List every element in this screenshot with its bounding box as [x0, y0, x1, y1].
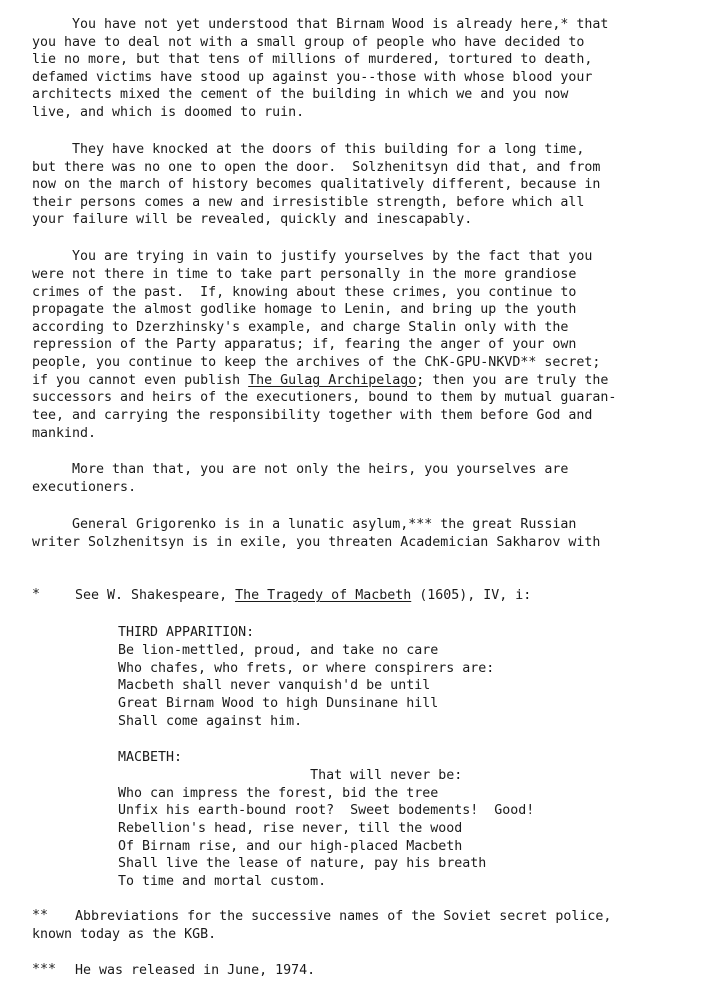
footnote-text: Abbreviations for the successive names of the Soviet secret police,	[75, 909, 612, 924]
text-line: writer Solzhenitsyn is in exile, you threaten Academician Sakharov with	[32, 535, 601, 550]
footnote-mark: *	[32, 587, 41, 602]
speaker-label: THIRD APPARITION:	[118, 625, 255, 640]
text-line: executioners.	[32, 480, 137, 495]
text-line	[32, 372, 608, 389]
text-line: General Grigorenko is in a lunatic asylum,*** the great Russian	[32, 517, 577, 532]
footnote-text: He was released in June, 1974.	[75, 963, 316, 978]
verse-line: Rebellion's head, rise never, till the wood	[118, 821, 463, 836]
footnote-mark: **	[32, 908, 49, 923]
verse-line: That will never be:	[118, 768, 463, 783]
text-line: propagate the almost godlike homage to Lenin, and bring up the youth	[32, 302, 577, 317]
verse-line: Shall come against him.	[118, 714, 303, 729]
text-line: More than that, you are not only the heirs, you yourselves are	[32, 462, 569, 477]
text-line: You are trying in vain to justify yourselves by the fact that you	[32, 249, 593, 264]
text-span: See W. Shakespeare,	[75, 588, 236, 603]
verse-line: Shall live the lease of nature, pay his breath	[118, 856, 487, 871]
speaker-label: MACBETH:	[118, 750, 183, 765]
text-line: were not there in time to take part personally in the more grandiose	[32, 267, 577, 282]
text-line: live, and which is doomed to ruin.	[32, 105, 305, 120]
verse-line: Unfix his earth-bound root? Sweet bodements! Good!	[118, 803, 535, 818]
verse-line: Who chafes, who frets, or where conspirers are:	[118, 661, 495, 676]
verse-line: Be lion-mettled, proud, and take no care	[118, 643, 439, 658]
text-line: tee, and carrying the responsibility together with them before God and	[32, 408, 593, 423]
text-line: They have knocked at the doors of this building for a long time,	[32, 142, 585, 157]
text-line: mankind.	[32, 426, 97, 441]
book-title: The Gulag Archipelago	[248, 373, 417, 388]
text-line: architects mixed the cement of the building in which we and you now	[32, 87, 569, 102]
text-line: lie no more, but that tens of millions of murdered, tortured to death,	[32, 52, 593, 67]
text-span: if you cannot even publish	[32, 373, 249, 388]
verse-line: Of Birnam rise, and our high-placed Macbeth	[118, 839, 463, 854]
text-line: you have to deal not with a small group of people who have decided to	[32, 35, 585, 50]
text-span: ; then you are truly the	[416, 373, 609, 388]
text-line: their persons comes a new and irresistible strength, before which all	[32, 195, 585, 210]
text-line: now on the march of history becomes qualitatively different, because in	[32, 177, 601, 192]
text-line: your failure will be revealed, quickly and inescapably.	[32, 212, 473, 227]
text-line: but there was no one to open the door. Solzhenitsyn did that, and from	[32, 160, 601, 175]
verse-line: To time and mortal custom.	[118, 874, 327, 889]
footnote-text: known today as the KGB.	[32, 927, 217, 942]
text-line: You have not yet understood that Birnam Wood is already here,* that	[32, 17, 609, 32]
play-title: The Tragedy of Macbeth	[235, 588, 412, 603]
verse-line: Great Birnam Wood to high Dunsinane hill	[118, 696, 439, 711]
footnote-mark: ***	[32, 962, 57, 977]
text-line: people, you continue to keep the archives of the ChK-GPU-NKVD** secret;	[32, 355, 601, 370]
verse-line: Who can impress the forest, bid the tree	[118, 786, 439, 801]
verse-line: Macbeth shall never vanquish'd be until	[118, 678, 431, 693]
footnote-citation	[75, 587, 531, 605]
text-line: successors and heirs of the executioners, bound to them by mutual guaran-	[32, 390, 617, 405]
text-line: defamed victims have stood up against you--those with whose blood your	[32, 70, 593, 85]
text-line: repression of the Party apparatus; if, fearing the anger of your own	[32, 337, 577, 352]
text-line: crimes of the past. If, knowing about these crimes, you continue to	[32, 285, 577, 300]
text-line: according to Dzerzhinsky's example, and charge Stalin only with the	[32, 320, 569, 335]
text-span: (1605), IV, i:	[411, 588, 532, 603]
